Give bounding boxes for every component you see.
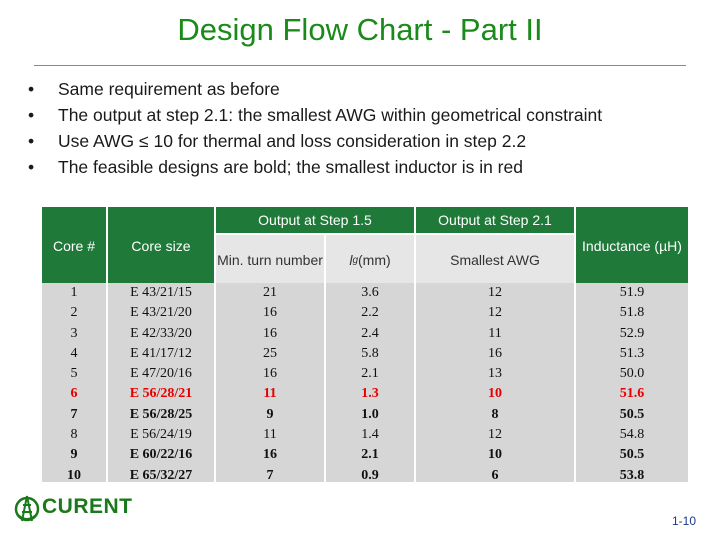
header-lg-unit: (mm) [358, 251, 391, 268]
cell-core-size: E 56/24/19 [130, 427, 192, 443]
cell-lg: 1.4 [361, 427, 379, 443]
cell-core-size: E 56/28/21 [129, 386, 193, 402]
bullet-marker: • [28, 105, 35, 125]
cell-core-size: E 42/33/20 [130, 325, 192, 341]
cell-core-size: E 43/21/20 [130, 305, 192, 321]
cell-lg: 1.3 [361, 386, 379, 402]
cell-min-turn: 11 [263, 386, 277, 402]
cell-lg: 0.9 [361, 467, 379, 483]
cell-smallest-awg: 12 [488, 305, 502, 321]
title-divider [34, 65, 686, 66]
cell-inductance: 50.0 [619, 366, 645, 382]
bullet-list [28, 76, 602, 180]
cell-lg: 2.2 [361, 305, 379, 321]
cell-inductance: 54.8 [619, 427, 645, 443]
curent-logo [14, 493, 154, 533]
cell-smallest-awg: 13 [488, 366, 502, 382]
cell-lg: 2.4 [361, 325, 379, 341]
bullet-item [28, 102, 602, 128]
bullet-item [28, 154, 602, 180]
cell-core-number: 6 [70, 386, 78, 402]
cell-core-size: E 56/28/25 [129, 406, 193, 422]
column-core-number [42, 283, 106, 482]
cell-core-number: 5 [70, 366, 78, 382]
cell-inductance: 53.8 [619, 467, 645, 483]
cell-min-turn: 9 [266, 406, 274, 422]
cell-min-turn: 11 [263, 427, 277, 443]
header-core-size: Core size [108, 207, 214, 285]
header-group-step-2-1: Output at Step 2.1 [416, 207, 574, 233]
bullet-item [28, 76, 602, 102]
bullet-text: Same requirement as before [58, 79, 280, 99]
cell-core-number: 1 [70, 285, 78, 300]
column-min-turn [216, 283, 324, 482]
column-core-size [108, 283, 214, 482]
cell-smallest-awg: 16 [488, 345, 502, 361]
bullet-marker: • [28, 79, 35, 99]
cell-smallest-awg: 10 [488, 386, 502, 402]
cell-core-number: 10 [67, 467, 81, 483]
cell-min-turn: 16 [263, 325, 277, 341]
cell-core-size: E 65/32/27 [129, 467, 193, 483]
cell-core-size: E 43/21/15 [130, 285, 192, 300]
cell-core-number: 9 [70, 447, 78, 463]
cell-smallest-awg: 10 [488, 447, 502, 463]
page-number: 1-10 [671, 514, 696, 528]
cell-inductance: 50.5 [619, 406, 645, 422]
cell-smallest-awg: 12 [488, 285, 502, 300]
cell-lg: 5.8 [361, 345, 379, 361]
column-smallest-awg [416, 283, 574, 482]
cell-core-number: 3 [70, 325, 78, 341]
cell-inductance: 52.9 [619, 325, 645, 341]
cell-core-size: E 41/17/12 [130, 345, 192, 361]
cell-core-size: E 47/20/16 [130, 366, 192, 382]
header-core-number: Core # [42, 207, 106, 285]
cell-smallest-awg: 8 [491, 406, 499, 422]
cell-inductance: 51.6 [619, 386, 645, 402]
cell-lg: 2.1 [361, 447, 379, 463]
cell-min-turn: 16 [263, 366, 277, 382]
cell-smallest-awg: 11 [488, 325, 502, 341]
cell-lg: 1.0 [361, 406, 379, 422]
cell-lg: 2.1 [361, 366, 379, 382]
cell-inductance: 51.8 [619, 305, 645, 321]
bullet-marker: • [28, 157, 35, 177]
cell-core-number: 2 [70, 305, 78, 321]
header-smallest-awg: Smallest AWG [416, 235, 574, 285]
bullet-item [28, 128, 602, 154]
tower-icon [14, 493, 44, 533]
bullet-marker: • [28, 131, 35, 151]
cell-core-number: 7 [70, 406, 78, 422]
cell-min-turn: 25 [263, 345, 277, 361]
header-inductance: Inductance (µH) [576, 207, 688, 285]
bullet-text: The feasible designs are bold; the smallest inductor is in red [58, 157, 523, 177]
cell-smallest-awg: 6 [491, 467, 499, 483]
slide-title: Design Flow Chart - Part II [177, 12, 543, 47]
header-lg [326, 235, 414, 285]
cell-min-turn: 16 [263, 447, 277, 463]
header-group-step-1-5: Output at Step 1.5 [216, 207, 414, 233]
cell-core-size: E 60/22/16 [129, 447, 193, 463]
bullet-text: The output at step 2.1: the smallest AWG within geometrical constraint [58, 105, 603, 125]
logo-wordmark: CURENT [42, 495, 133, 518]
cell-smallest-awg: 12 [488, 427, 502, 443]
cell-min-turn: 16 [263, 305, 277, 321]
cell-min-turn: 21 [263, 285, 277, 300]
cell-inductance: 51.3 [619, 345, 645, 361]
cell-min-turn: 7 [266, 467, 274, 483]
bullet-text: Use AWG ≤ 10 for thermal and loss consideration in step 2.2 [58, 131, 527, 151]
header-lg-subscript: g [352, 254, 359, 266]
cell-inductance: 51.9 [619, 285, 645, 300]
column-lg [326, 283, 414, 482]
cell-inductance: 50.5 [619, 447, 645, 463]
header-min-turn: Min. turn number [216, 235, 324, 285]
column-inductance [576, 283, 688, 482]
cell-core-number: 4 [70, 345, 78, 361]
cell-core-number: 8 [70, 427, 78, 443]
header-lg-symbol: l [349, 251, 353, 268]
design-table [42, 207, 708, 482]
cell-lg: 3.6 [361, 285, 379, 300]
